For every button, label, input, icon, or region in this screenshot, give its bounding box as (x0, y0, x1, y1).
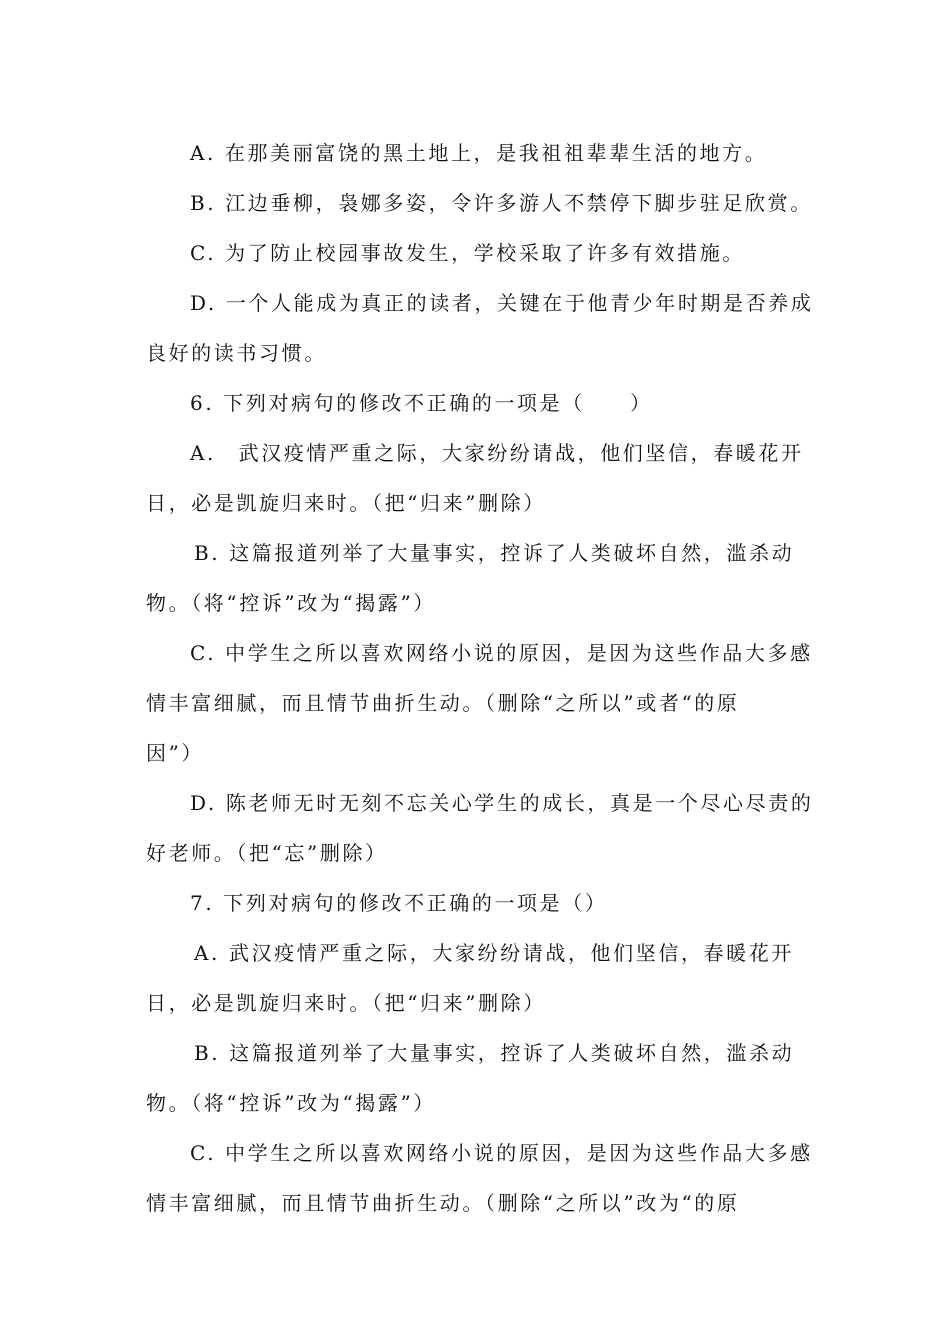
option-a-q7-cont: 日，必是凯旋归来时。（把“归来”删除） (146, 991, 546, 1015)
option-a-q7: A. 武汉疫情严重之际，大家纷纷请战，他们坚信，春暖花开 (194, 941, 794, 965)
option-a-q6: A. 武汉疫情严重之际，大家纷纷请战，他们坚信，春暖花开 (190, 441, 804, 465)
option-d-q6: D. 陈老师无时无刻不忘关心学生的成长，真是一个尽心尽责的 (190, 791, 814, 815)
option-d-q6-cont: 好老师。（把“忘”删除） (146, 841, 388, 865)
option-b-q6-cont: 物。（将“控诉”改为“揭露”） (146, 591, 436, 615)
question-6: 6. 下列对病句的修改不正确的一项是（ ） (190, 391, 653, 415)
option-c-q6-cont2: 因”） (146, 741, 205, 765)
option-c-q7-cont: 情丰富细腻，而且情节曲折生动。（删除“之所以”改为“的原 (146, 1191, 740, 1215)
option-b-q5: B. 江边垂柳，袅娜多姿，令许多游人不禁停下脚步驻足欣赏。 (190, 191, 813, 215)
option-c-q7: C. 中学生之所以喜欢网络小说的原因，是因为这些作品大多感 (190, 1141, 813, 1165)
option-c-q6-cont: 情丰富细腻，而且情节曲折生动。（删除“之所以”或者“的原 (146, 691, 740, 715)
question-7: 7. 下列对病句的修改不正确的一项是（） (190, 891, 608, 915)
option-d-q5-cont: 良好的读书习惯。 (146, 341, 327, 365)
option-c-q5: C. 为了防止校园事故发生，学校采取了许多有效措施。 (190, 241, 745, 265)
option-b-q6: B. 这篇报道列举了大量事实，控诉了人类破坏自然，滥杀动 (194, 541, 795, 565)
option-c-q6: C. 中学生之所以喜欢网络小说的原因，是因为这些作品大多感 (190, 641, 813, 665)
option-a-q5: A. 在那美丽富饶的黑土地上，是我祖祖辈辈生活的地方。 (190, 141, 768, 165)
option-a-q6-cont: 日，必是凯旋归来时。（把“归来”删除） (146, 491, 546, 515)
option-b-q7-cont: 物。（将“控诉”改为“揭露”） (146, 1091, 436, 1115)
option-d-q5: D. 一个人能成为真正的读者，关键在于他青少年时期是否养成 (190, 291, 814, 315)
option-b-q7: B. 这篇报道列举了大量事实，控诉了人类破坏自然，滥杀动 (194, 1041, 795, 1065)
document-page (146, 128, 814, 1228)
